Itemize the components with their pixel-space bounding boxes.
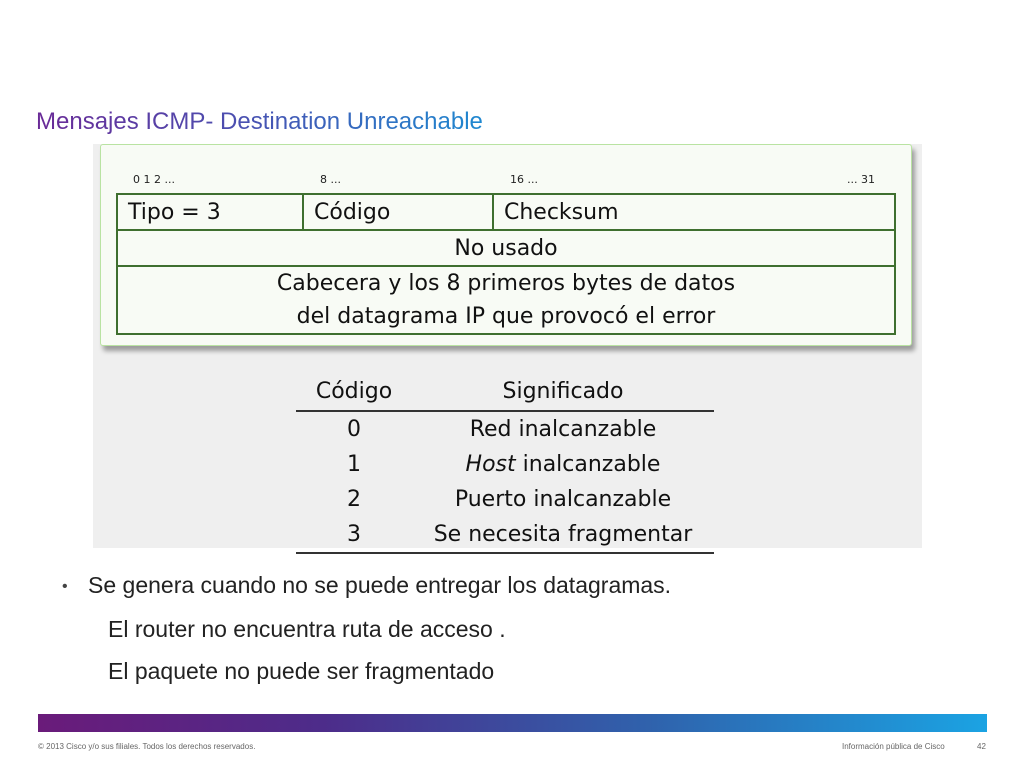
field-codigo: Código: [303, 194, 493, 230]
codes-row: [296, 447, 714, 482]
packet-format-box: [100, 144, 912, 346]
field-checksum: Checksum: [493, 194, 895, 230]
bullet-list: [62, 564, 671, 692]
packet-row-1: [117, 194, 895, 230]
bit-label-31: ... 31: [847, 173, 875, 186]
codes-header-meaning: Significado: [412, 372, 714, 411]
field-tipo: Tipo = 3: [117, 194, 303, 230]
sub-item: El router no encuentra ruta de acceso .: [108, 615, 506, 642]
sub-item: El paquete no puede ser fragmentado: [108, 657, 495, 684]
packet-row-3: [117, 266, 895, 334]
code-meaning: Se necesita fragmentar: [412, 517, 714, 553]
code-meaning-rest: inalcanzable: [515, 452, 661, 477]
codes-header-code: Código: [296, 372, 412, 411]
bullet-text: Se genera cuando no se puede entregar los datagramas.: [88, 572, 672, 598]
field-cabecera: [117, 266, 895, 334]
code-meaning: Red inalcanzable: [469, 417, 657, 442]
bit-label-16: 16 ...: [510, 173, 538, 186]
code-value: 2: [347, 487, 361, 512]
codes-table: [296, 372, 714, 554]
codes-row: [296, 482, 714, 517]
footer-classification: Información pública de Cisco: [842, 742, 945, 751]
code-meaning: [412, 447, 714, 482]
slide-title: Mensajes ICMP- Destination Unreachable: [36, 106, 483, 138]
code-meaning: Puerto inalcanzable: [454, 487, 672, 512]
codes-row: [296, 411, 714, 447]
packet-header-table: [116, 193, 896, 335]
field-no-usado: No usado: [117, 230, 895, 266]
field-cabecera-line-1: Cabecera y los 8 primeros bytes de datos: [276, 271, 736, 296]
code-value: 1: [347, 452, 361, 477]
code-value: 3: [296, 517, 412, 553]
codes-header-row: [296, 372, 714, 411]
bullet-marker: •: [62, 577, 68, 595]
bit-label-0: 0 1 2 ...: [133, 173, 175, 186]
code-meaning-italic: Host: [465, 452, 516, 477]
footer-copyright: © 2013 Cisco y/o sus filiales. Todos los derechos reservados.: [38, 742, 256, 751]
bullet-item: [62, 564, 671, 608]
footer-gradient-bar: [38, 714, 987, 732]
page-number: 42: [977, 742, 986, 751]
bit-label-8: 8 ...: [320, 173, 341, 186]
code-value: 0: [347, 417, 361, 442]
packet-row-2: [117, 230, 895, 266]
field-cabecera-line-2: del datagrama IP que provocó el error: [296, 304, 716, 329]
icmp-figure: [93, 144, 922, 548]
codes-row: [296, 517, 714, 553]
